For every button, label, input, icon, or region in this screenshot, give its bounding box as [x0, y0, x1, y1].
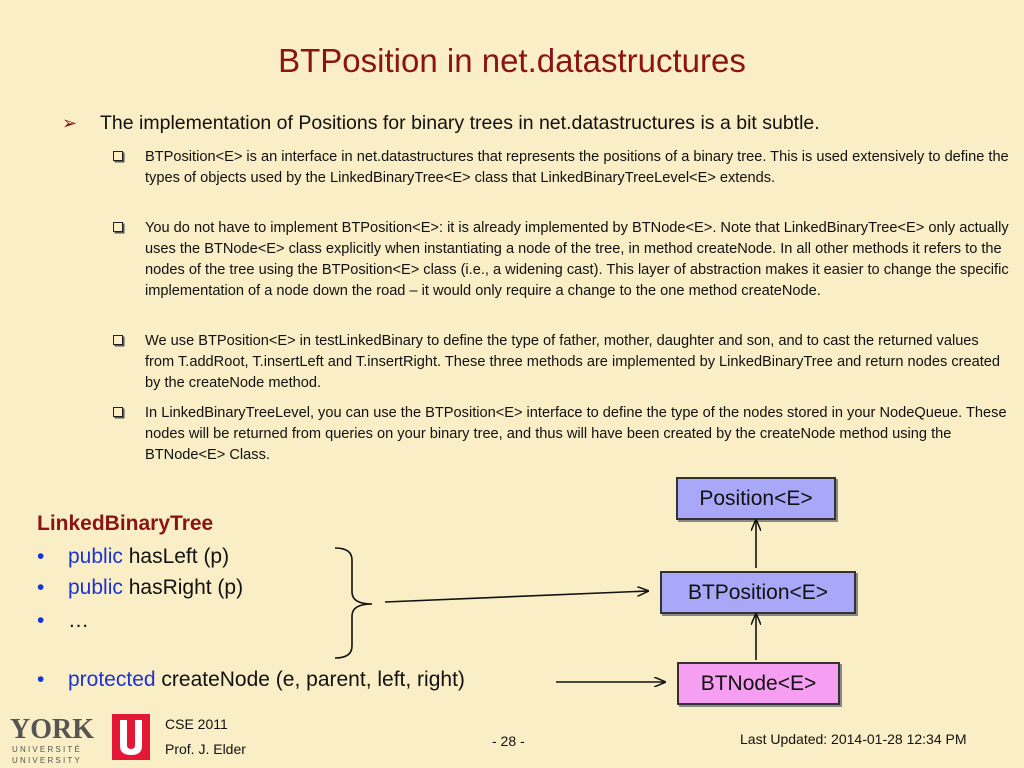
checkbox-bullet-icon [113, 407, 123, 417]
logo-subtext-2: UNIVERSITY [12, 756, 83, 765]
method-item-has-right [37, 576, 243, 600]
method-signature: hasRight (p) [128, 576, 244, 599]
sub-bullet-4 [113, 403, 1011, 466]
sub-bullet-text: We use BTPosition<E> in testLinkedBinary to define the type of father, mother, daughter and son, and to cast the returned values from T.addRoot, T.insertLeft and T.insertRight. These three methods are implemented by LinkedBinaryTree and return nodes created by the createNode method. [145, 333, 1001, 391]
method-signature: … [68, 609, 89, 632]
footer-last-updated: Last Updated: 2014-01-28 12:34 PM [740, 731, 967, 747]
method-modifier: protected [68, 668, 156, 691]
checkbox-bullet-icon [113, 335, 123, 345]
checkbox-bullet-icon [113, 151, 123, 161]
bullet-dot-icon: • [37, 668, 45, 691]
method-item-has-left [37, 545, 229, 569]
footer-course: CSE 2011 [165, 716, 228, 732]
footer-prof: Prof. J. Elder [165, 741, 246, 757]
method-modifier: public [68, 576, 123, 599]
footer-page-number: - 28 - [492, 733, 525, 749]
bullet-dot-icon: • [37, 576, 45, 599]
sub-bullet-2 [113, 218, 1011, 302]
bullet-dot-icon: • [37, 545, 45, 568]
method-signature: hasLeft (p) [128, 545, 230, 568]
sub-bullet-text: In LinkedBinaryTreeLevel, you can use the BTPosition<E> interface to define the type of the nodes stored in your NodeQueue. These nodes will be returned from queries on your binary tree, and thus will have been created by the createNode method using the BTNode<E> Class. [145, 405, 1007, 463]
brace-to-btposition-arrow [385, 591, 648, 602]
bullet-dot-icon: • [37, 609, 45, 632]
sub-bullet-3 [113, 331, 1011, 394]
method-item-ellipsis [37, 609, 89, 633]
main-bullet-text: The implementation of Positions for binary trees in net.datastructures is a bit subtle. [100, 112, 820, 134]
method-group-brace [335, 548, 372, 658]
method-item-create-node [37, 668, 465, 692]
logo-text: YORK [10, 714, 94, 745]
btnode-class-box: BTNode<E> [677, 662, 840, 705]
sub-bullet-text: BTPosition<E> is an interface in net.datastructures that represents the positions of a binary tree. This is used extensively to define the types of objects used by the LinkedBinaryTree<E> class that LinkedBinaryTreeLevel<E> extends. [145, 149, 1009, 186]
sub-bullet-text: You do not have to implement BTPosition<E>: it is already implemented by BTNode<E>. Note that LinkedBinaryTree<E> only actually uses the BTNode<E> class explicitly when instantiating a node of the tree, in method createNode. In all other methods it refers to the nodes of the tree using the BTPosition<E> class (i.e., a widening cast). This layer of abstraction makes it easier to change the specific implementation of a node down the road – it would only require a change to the one method createNode. [145, 220, 1009, 299]
york-university-logo [8, 712, 158, 766]
checkbox-bullet-icon [113, 222, 123, 232]
method-modifier: public [68, 545, 123, 568]
slide-title: BTPosition in net.datastructures [278, 42, 746, 79]
linked-binary-tree-title: LinkedBinaryTree [37, 512, 214, 535]
position-interface-box: Position<E> [676, 477, 836, 520]
sub-bullet-1 [113, 147, 1011, 189]
btposition-interface-box: BTPosition<E> [660, 571, 856, 614]
method-signature: createNode (e, parent, left, right) [161, 668, 465, 691]
logo-subtext-1: UNIVERSITÉ [12, 745, 83, 754]
arrow-bullet-icon: ➢ [62, 113, 78, 133]
